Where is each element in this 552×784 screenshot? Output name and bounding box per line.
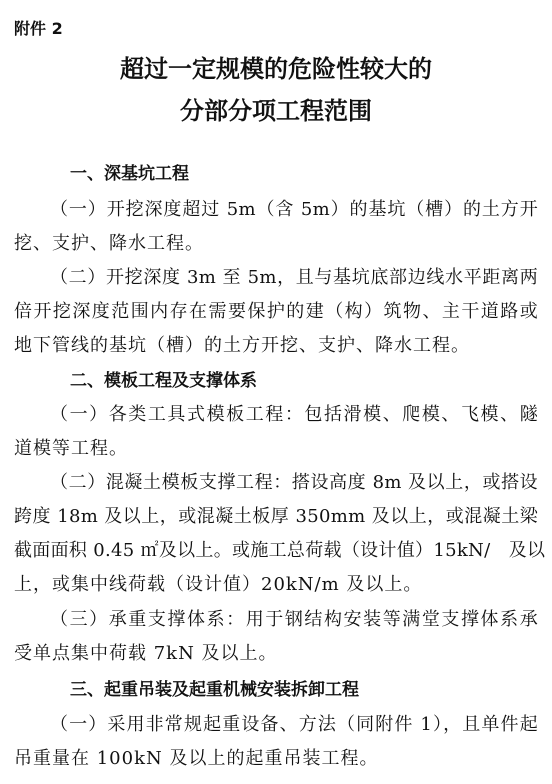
body-text-line: 道模等工程。 xyxy=(14,438,128,459)
document-title-line-1: 超过一定规模的危险性较大的 xyxy=(120,55,432,83)
section-heading-deep-foundation-pit: 一、深基坑工程 xyxy=(70,164,189,184)
body-text-line: （一）各类工具式模板工程：包括滑模、爬模、飞模、隧 xyxy=(50,404,538,425)
body-text-line: 截面面积 0.45 ㎡及以上。或施工总荷载（设计值）15kN/ 及以 xyxy=(14,540,546,561)
body-text-line: 地下管线的基坑（槽）的土方开挖、支护、降水工程。 xyxy=(14,335,470,356)
body-text-line: 跨度 18m 及以上，或混凝土板厚 350mm 及以上，或混凝土梁 xyxy=(14,506,538,527)
document-title-line-2: 分部分项工程范围 xyxy=(180,97,372,125)
body-text-line: 倍开挖深度范围内存在需要保护的建（构）筑物、主干道路或 xyxy=(14,301,538,322)
body-text-line: 吊重量在 100kN 及以上的起重吊装工程。 xyxy=(14,748,379,769)
body-text-line: （三）承重支撑体系：用于钢结构安装等满堂支撑体系承 xyxy=(50,609,538,630)
body-text-line: （二）开挖深度 3m 至 5m，且与基坑底部边线水平距离两 xyxy=(50,267,538,288)
attachment-label: 附件 2 xyxy=(14,19,63,38)
body-text-line: 挖、支护、降水工程。 xyxy=(14,233,204,254)
section-heading-formwork-support: 二、模板工程及支撑体系 xyxy=(70,371,257,391)
body-text-line: （一）开挖深度超过 5m（含 5m）的基坑（槽）的土方开 xyxy=(50,199,538,220)
body-text-line: （二）混凝土模板支撑工程：搭设高度 8m 及以上，或搭设 xyxy=(50,472,538,493)
section-heading-lifting-engineering: 三、起重吊装及起重机械安装拆卸工程 xyxy=(70,680,359,700)
body-text-line: （一）采用非常规起重设备、方法（同附件 1），且单件起 xyxy=(50,714,538,735)
body-text-line: 受单点集中荷载 7kN 及以上。 xyxy=(14,643,278,664)
body-text-line: 上，或集中线荷载（设计值）20kN/m 及以上。 xyxy=(14,574,423,595)
